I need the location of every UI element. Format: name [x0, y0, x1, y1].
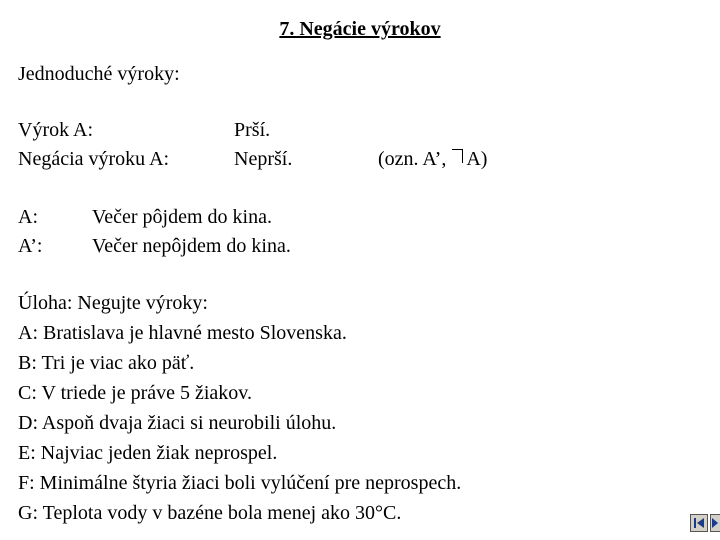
- notation: [378, 145, 487, 174]
- intro-heading: Jednoduché výroky:: [18, 63, 180, 85]
- task-item: G: Teplota vody v bazéne bola menej ako 30°C.: [18, 502, 402, 524]
- example-a-label: A:: [18, 206, 38, 228]
- negation-label: Negácia výroku A:: [18, 148, 170, 170]
- negation-symbol-icon: [452, 149, 463, 163]
- page-title: 7. Negácie výrokov: [279, 18, 441, 40]
- notation-prefix: (ozn. A’,: [378, 148, 447, 170]
- notation-suffix: A): [466, 148, 488, 170]
- next-slide-icon: [711, 515, 719, 531]
- negation-value: Neprší.: [234, 148, 293, 170]
- task-block: [18, 288, 461, 528]
- task-item: E: Najviac jeden žiak neprospel.: [18, 442, 278, 464]
- task-item: A: Bratislava je hlavné mesto Slovenska.: [18, 322, 347, 344]
- next-slide-button[interactable]: [710, 514, 720, 532]
- previous-slide-icon: [691, 515, 707, 531]
- statement-value: Prší.: [234, 119, 271, 141]
- previous-slide-button[interactable]: [690, 514, 708, 532]
- example-a-prime-value: Večer nepôjdem do kina.: [92, 235, 291, 257]
- task-item: F: Minimálne štyria žiaci boli vylúčení pre neprospech.: [18, 472, 462, 494]
- task-item: D: Aspoň dvaja žiaci si neurobili úlohu.: [18, 412, 337, 434]
- example-a-value: Večer pôjdem do kina.: [92, 206, 272, 228]
- task-item: C: V triede je práve 5 žiakov.: [18, 382, 253, 404]
- statement-label: Výrok A:: [18, 119, 93, 141]
- task-item: B: Tri je viac ako päť.: [18, 352, 195, 374]
- example-a-prime-label: A’:: [18, 235, 43, 257]
- task-heading: Úloha: Negujte výroky:: [18, 292, 208, 314]
